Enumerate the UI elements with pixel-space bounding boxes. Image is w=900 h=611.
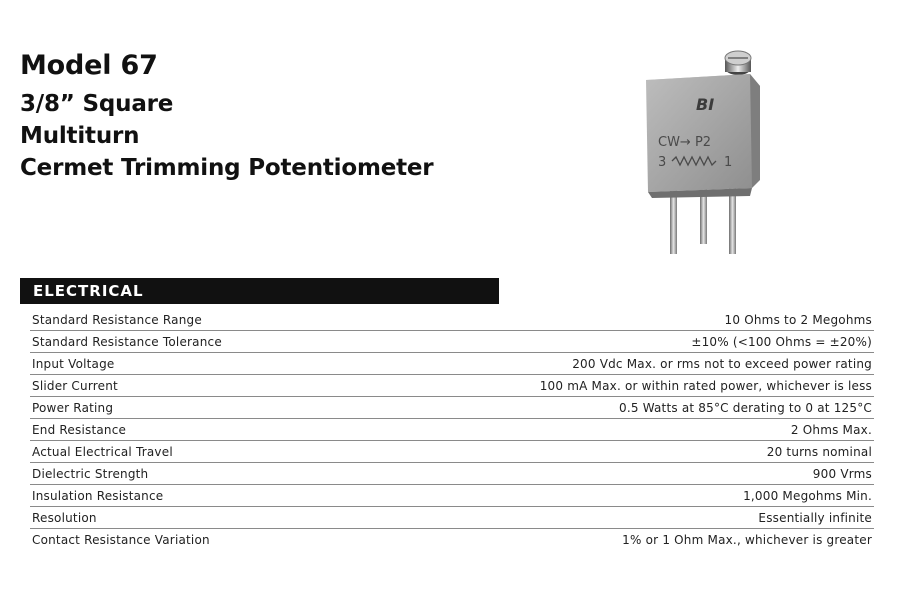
table-row bbox=[30, 397, 874, 419]
spec-label: Insulation Resistance bbox=[30, 485, 339, 507]
section-title: ELECTRICAL bbox=[33, 282, 144, 300]
spec-label: Slider Current bbox=[30, 375, 339, 397]
marking-terminal-3: 3 bbox=[658, 155, 667, 170]
spec-value: 10 Ohms to 2 Megohms bbox=[339, 309, 874, 331]
spec-label: Standard Resistance Range bbox=[30, 309, 339, 331]
table-row bbox=[30, 441, 874, 463]
spec-value: 1% or 1 Ohm Max., whichever is greater bbox=[622, 532, 872, 547]
spec-label: Power Rating bbox=[30, 397, 339, 419]
spec-label: Input Voltage bbox=[30, 353, 339, 375]
table-row bbox=[30, 463, 874, 485]
subtitle-size: 3/8” Square bbox=[20, 91, 174, 117]
trimming-potentiometer-icon bbox=[612, 40, 802, 265]
spec-value: 900 Vrms bbox=[339, 463, 874, 485]
marking-terminal-1: 1 bbox=[724, 155, 733, 170]
spec-label: Contact Resistance Variation bbox=[32, 532, 210, 547]
model-title: Model 67 bbox=[20, 50, 158, 81]
table-row bbox=[30, 353, 874, 375]
logo-text: BI bbox=[696, 95, 715, 114]
table-row bbox=[30, 309, 874, 331]
subtitle-type: Multiturn bbox=[20, 123, 140, 149]
spec-value: 0.5 Watts at 85°C derating to 0 at 125°C bbox=[339, 397, 874, 419]
table-row bbox=[30, 485, 874, 507]
subtitle-description: Cermet Trimming Potentiometer bbox=[20, 155, 434, 181]
table-row bbox=[30, 419, 874, 441]
spec-label: Resolution bbox=[30, 507, 339, 529]
spec-value: Essentially infinite bbox=[339, 507, 874, 529]
spec-value: ±10% (<100 Ohms = ±20%) bbox=[339, 331, 874, 353]
electrical-specs-table bbox=[30, 309, 874, 550]
marking-line-1: CW→ P2 bbox=[658, 135, 712, 150]
spec-label: End Resistance bbox=[30, 419, 339, 441]
spec-value: 200 Vdc Max. or rms not to exceed power rating bbox=[339, 353, 874, 375]
table-row bbox=[30, 375, 874, 397]
spec-value: 2 Ohms Max. bbox=[339, 419, 874, 441]
spec-value: 100 mA Max. or within rated power, whichever is less bbox=[339, 375, 874, 397]
table-row bbox=[30, 331, 874, 353]
title-block bbox=[20, 50, 433, 184]
spec-value: 20 turns nominal bbox=[339, 441, 874, 463]
spec-value: 1,000 Megohms Min. bbox=[339, 485, 874, 507]
table-row bbox=[30, 507, 874, 529]
spec-label: Dielectric Strength bbox=[30, 463, 339, 485]
spec-label: Actual Electrical Travel bbox=[30, 441, 339, 463]
section-header-electrical bbox=[20, 278, 499, 304]
spec-label: Standard Resistance Tolerance bbox=[30, 331, 339, 353]
table-row bbox=[30, 529, 874, 551]
